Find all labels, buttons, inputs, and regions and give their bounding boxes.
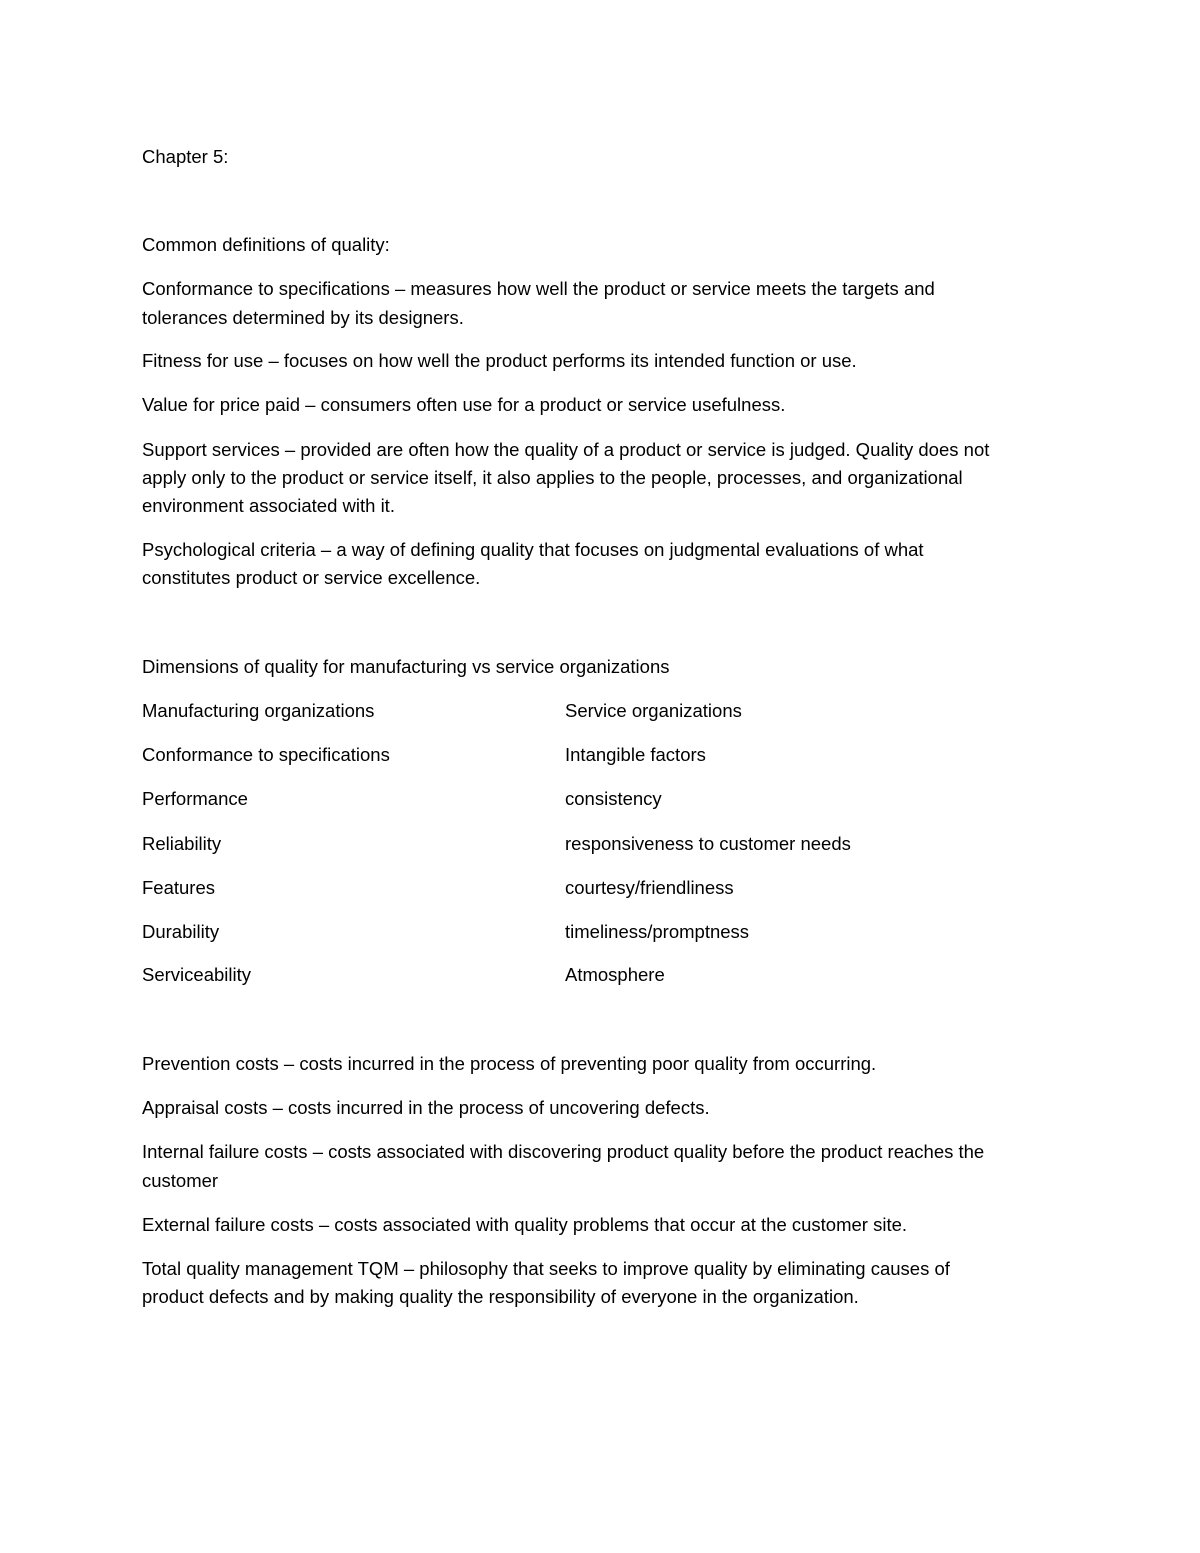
- definition-support-services-line-1: Support services – provided are often how the quality of a product or service is judged. Quality does not: [142, 439, 990, 460]
- tqm-definition-line-2: product defects and by making quality the responsibility of everyone in the organization.: [142, 1286, 859, 1307]
- definitions-heading: Common definitions of quality:: [142, 234, 390, 255]
- dimension-service-item: Atmosphere: [565, 964, 665, 985]
- dimension-manufacturing-item: Reliability: [142, 833, 222, 854]
- definition-support-services-line-2: apply only to the product or service itself, it also applies to the people, processes, and organizational: [142, 467, 963, 488]
- dimension-service-item: timeliness/promptness: [565, 921, 750, 942]
- tqm-definition-line-1: Total quality management TQM – philosophy that seeks to improve quality by eliminating causes of: [142, 1258, 950, 1279]
- dimension-manufacturing-item: Features: [142, 877, 216, 898]
- definition-conformance-line-2: tolerances determined by its designers.: [142, 307, 464, 328]
- definition-psychological-line-1: Psychological criteria – a way of defining quality that focuses on judgmental evaluations of what: [142, 539, 924, 560]
- cost-appraisal: Appraisal costs – costs incurred in the process of uncovering defects.: [142, 1097, 710, 1118]
- definition-value-for-price: Value for price paid – consumers often use for a product or service usefulness.: [142, 394, 786, 415]
- cost-prevention: Prevention costs – costs incurred in the process of preventing poor quality from occurring.: [142, 1053, 877, 1074]
- cost-internal-failure-line-1: Internal failure costs – costs associated with discovering product quality before the product reaches the: [142, 1141, 985, 1162]
- dimension-manufacturing-item: Serviceability: [142, 964, 251, 985]
- cost-internal-failure-line-2: customer: [142, 1170, 219, 1191]
- cost-external-failure: External failure costs – costs associated with quality problems that occur at the customer site.: [142, 1214, 908, 1235]
- dimension-service-item: responsiveness to customer needs: [565, 833, 851, 854]
- definition-fitness-for-use: Fitness for use – focuses on how well the product performs its intended function or use.: [142, 350, 857, 371]
- dimensions-heading: Dimensions of quality for manufacturing vs service organizations: [142, 656, 670, 677]
- definition-conformance-line-1: Conformance to specifications – measures how well the product or service meets the targets and: [142, 278, 935, 299]
- dimensions-right-header: Service organizations: [565, 700, 742, 721]
- dimension-manufacturing-item: Durability: [142, 921, 220, 942]
- dimension-manufacturing-item: Performance: [142, 788, 248, 809]
- dimension-manufacturing-item: Conformance to specifications: [142, 744, 390, 765]
- definition-support-services-line-3: environment associated with it.: [142, 495, 395, 516]
- dimension-service-item: courtesy/friendliness: [565, 877, 734, 898]
- definition-psychological-line-2: constitutes product or service excellence.: [142, 567, 481, 588]
- dimension-service-item: Intangible factors: [565, 744, 706, 765]
- chapter-title: Chapter 5:: [142, 146, 229, 167]
- dimensions-left-header: Manufacturing organizations: [142, 700, 375, 721]
- dimension-service-item: consistency: [565, 788, 662, 809]
